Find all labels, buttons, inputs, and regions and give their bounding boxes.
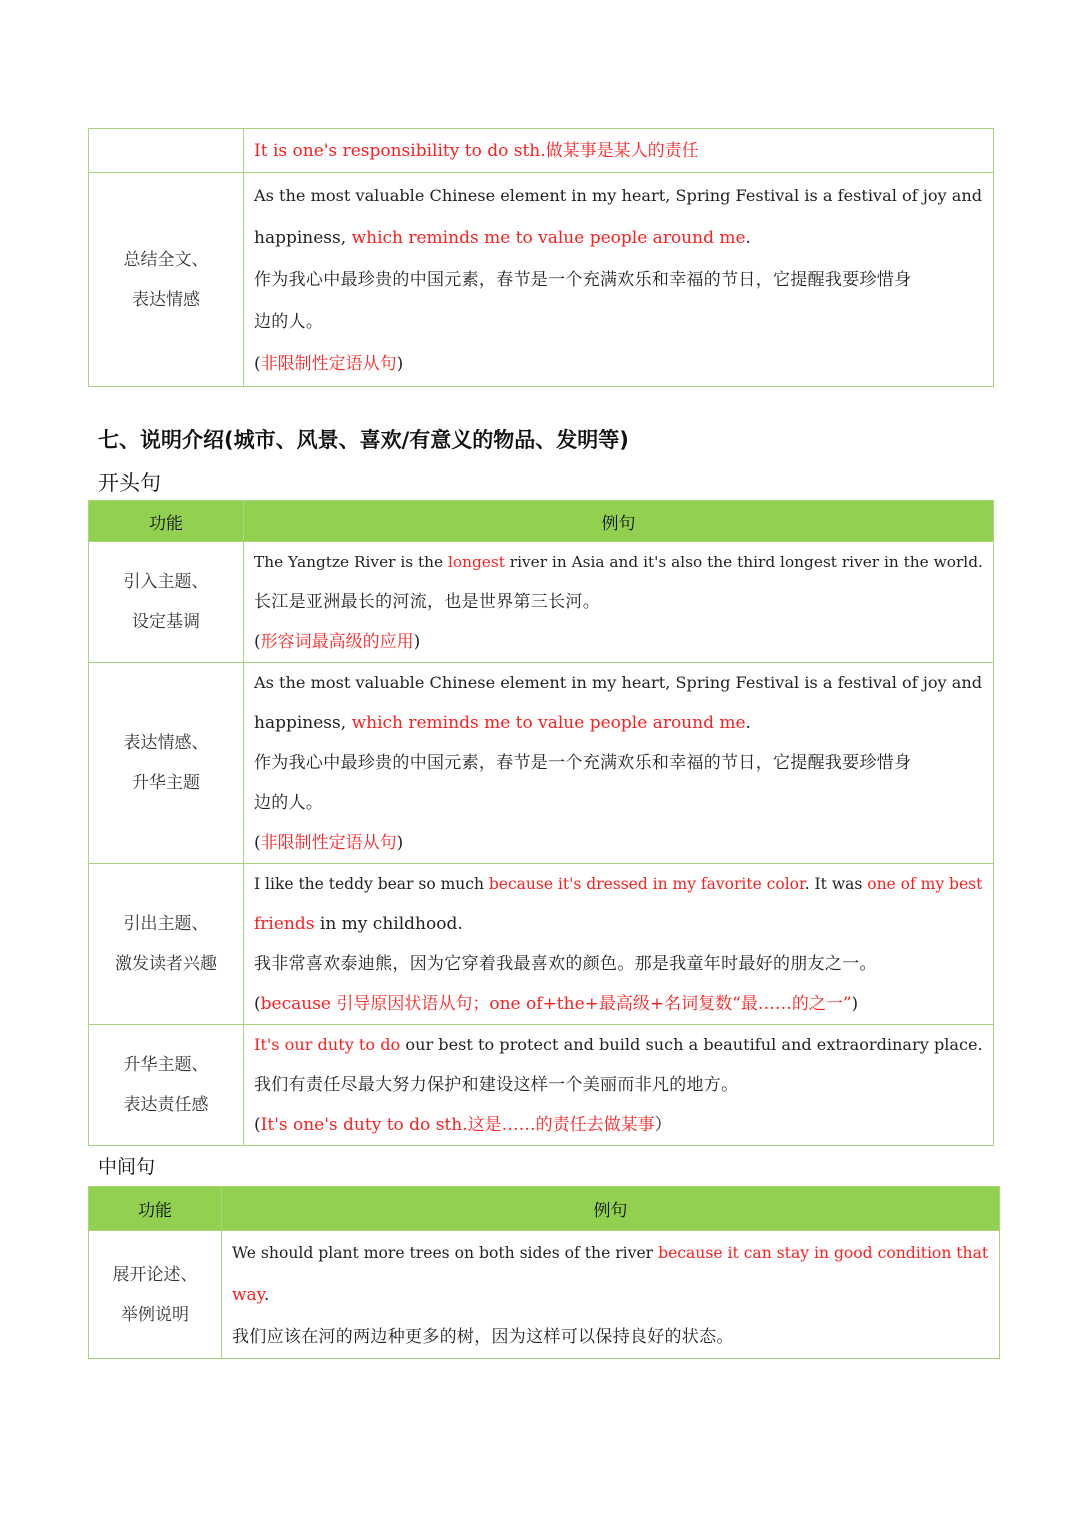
header-function: 功能 xyxy=(89,1187,222,1231)
table-row xyxy=(89,663,994,864)
example-note xyxy=(254,622,983,662)
example-cell xyxy=(244,542,994,663)
example-cell xyxy=(244,864,994,1025)
table-header-row xyxy=(89,1187,1000,1231)
text-plain: happiness, xyxy=(254,227,352,248)
text-plain: . xyxy=(745,713,751,733)
text-highlight: one of my best xyxy=(867,875,983,893)
function-cell xyxy=(89,1025,244,1146)
function-line: 升华主题、 xyxy=(123,1055,209,1075)
text-highlight: because 引导原因状语从句；one of+the+最高级+名词复数“最……的之一” xyxy=(260,994,852,1014)
middle-table xyxy=(88,1186,1000,1359)
example-en xyxy=(254,703,983,743)
example-cell xyxy=(244,173,994,387)
text-plain: . xyxy=(745,227,751,248)
function-cell xyxy=(89,542,244,663)
example-zh: 边的人。 xyxy=(254,793,324,813)
text-highlight: 形容词最高级的应用 xyxy=(260,632,414,652)
text-plain: As the most valuable Chinese element in my heart, Spring Festival is a festival of joy and xyxy=(254,185,983,205)
text-plain: We should plant more trees on both sides of the river xyxy=(232,1243,659,1262)
paren: ( xyxy=(254,994,261,1014)
table-row xyxy=(89,173,994,387)
paren: ) xyxy=(396,833,404,853)
paren: ( xyxy=(254,632,261,652)
example-cell xyxy=(244,663,994,864)
function-cell xyxy=(89,663,244,864)
header-example: 例句 xyxy=(222,1187,1000,1231)
example-zh: 作为我心中最珍贵的中国元素，春节是一个充满欢乐和幸福的节日，它提醒我要珍惜身 xyxy=(254,753,912,773)
table-row xyxy=(89,1025,994,1146)
example-en xyxy=(254,864,983,904)
table-row xyxy=(89,542,994,663)
table-row xyxy=(89,129,994,173)
function-line: 表达情感、 xyxy=(123,733,209,753)
text-plain: . xyxy=(264,1284,270,1305)
function-line: 激发读者兴趣 xyxy=(115,954,217,974)
text-plain: . It was xyxy=(804,875,868,893)
function-line: 设定基调 xyxy=(132,612,200,632)
function-line: 引出主题、 xyxy=(123,914,209,934)
text-plain: river in Asia and it's also the third longest river in the world. xyxy=(504,553,983,571)
example-zh: 作为我心中最珍贵的中国元素，春节是一个充满欢乐和幸福的节日，它提醒我要珍惜身 xyxy=(254,269,912,290)
example-en xyxy=(232,1232,989,1274)
text-plain: in my childhood. xyxy=(314,914,463,934)
text-highlight: because it's dressed in my favorite color xyxy=(488,875,805,893)
text-plain: As the most valuable Chinese element in my heart, Spring Festival is a festival of joy and xyxy=(254,673,983,692)
example-cell xyxy=(244,129,994,173)
function-line: 引入主题、 xyxy=(123,572,209,592)
table-row xyxy=(89,1231,1000,1359)
paren: ) xyxy=(413,632,421,652)
paren: ( xyxy=(254,833,261,853)
text-highlight: 非限制性定语从句 xyxy=(260,833,397,853)
example-cell xyxy=(222,1231,1000,1359)
function-line: 举例说明 xyxy=(121,1304,189,1325)
text-highlight: way xyxy=(232,1284,265,1305)
function-line: 表达情感 xyxy=(132,289,200,310)
paren: ( xyxy=(254,1115,261,1135)
example-en xyxy=(254,217,983,259)
example-zh: 长江是亚洲最长的河流，也是世界第三长河。 xyxy=(254,592,600,612)
example-note xyxy=(254,984,983,1024)
text-highlight: which reminds me to value people around me xyxy=(351,227,746,248)
text-highlight: friends xyxy=(254,914,315,934)
text-highlight: It's our duty to do xyxy=(254,1035,401,1054)
function-cell xyxy=(89,1231,222,1359)
function-line: 升华主题 xyxy=(132,773,200,793)
example-en xyxy=(254,175,983,217)
example-zh: 边的人。 xyxy=(254,311,324,332)
example-en xyxy=(254,542,983,582)
paren: ) xyxy=(851,994,859,1014)
text-highlight: which reminds me to value people around me xyxy=(351,713,746,733)
example-cell xyxy=(244,1025,994,1146)
example-zh: 我们有责任尽最大努力保护和建设这样一个美丽而非凡的地方。 xyxy=(254,1075,739,1095)
paren: ) xyxy=(396,353,404,374)
function-line: 总结全文、 xyxy=(123,249,209,270)
text-plain: our best to protect and build such a beautiful and extraordinary place. xyxy=(400,1035,983,1054)
example-note xyxy=(254,823,983,863)
example-zh: 我们应该在河的两边种更多的树，因为这样可以保持良好的状态。 xyxy=(232,1326,734,1347)
example-note xyxy=(254,343,983,385)
paren: ( xyxy=(254,353,261,374)
text-highlight: 非限制性定语从句 xyxy=(260,353,397,374)
section-title: 七、说明介绍(城市、风景、喜欢/有意义的物品、发明等) xyxy=(98,428,629,452)
table-header-row xyxy=(89,501,994,542)
example-en: It is one's responsibility to do sth.做某事是某人的责任 xyxy=(254,140,699,161)
example-zh: 我非常喜欢泰迪熊，因为它穿着我最喜欢的颜色。那是我童年时最好的朋友之一。 xyxy=(254,954,877,974)
header-function: 功能 xyxy=(89,501,244,542)
example-en xyxy=(254,663,983,703)
example-en xyxy=(254,904,983,944)
top-table xyxy=(88,128,994,387)
header-example: 例句 xyxy=(244,501,994,542)
text-highlight: because it can stay in good condition that xyxy=(658,1243,989,1262)
function-line: 展开论述、 xyxy=(112,1264,198,1285)
text-highlight: It's one's duty to do sth.这是……的责任去做某事 xyxy=(260,1115,655,1135)
subsection-title-opening: 开头句 xyxy=(98,471,161,495)
subsection-title-middle: 中间句 xyxy=(98,1156,156,1178)
table-row xyxy=(89,864,994,1025)
function-cell xyxy=(89,173,244,387)
text-plain: The Yangtze River is the xyxy=(254,553,448,571)
example-note xyxy=(254,1105,983,1145)
text-plain: happiness, xyxy=(254,713,352,733)
function-cell xyxy=(89,129,244,173)
function-cell xyxy=(89,864,244,1025)
text-highlight: longest xyxy=(447,553,505,571)
text-plain: I like the teddy bear so much xyxy=(254,875,489,893)
example-en xyxy=(232,1274,989,1316)
function-line: 表达责任感 xyxy=(123,1095,209,1115)
paren: ） xyxy=(654,1115,672,1135)
example-en xyxy=(254,1025,983,1065)
opening-table xyxy=(88,500,994,1146)
